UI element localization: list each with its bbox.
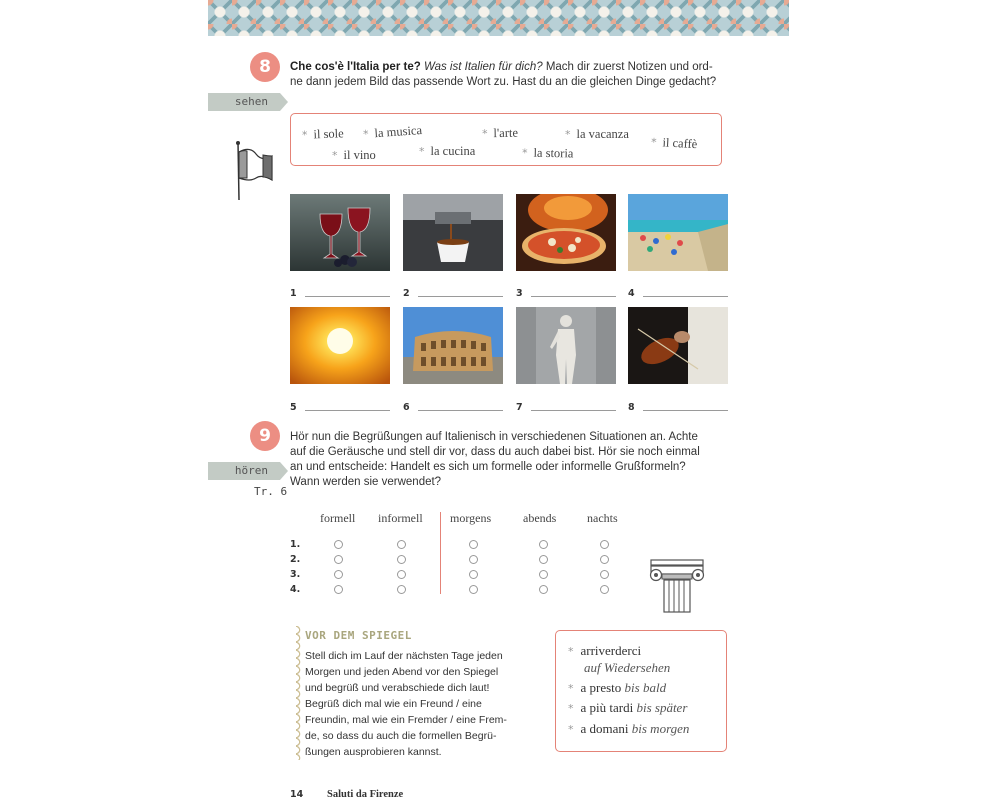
row-label: 4. bbox=[290, 584, 301, 595]
david-statue-photo bbox=[516, 307, 616, 384]
radio-morgens-row-3[interactable] bbox=[469, 570, 478, 579]
column-header-formell: formell bbox=[320, 511, 356, 525]
asterisk-icon: * bbox=[301, 128, 308, 142]
tag-hoeren: hören bbox=[208, 462, 280, 480]
asterisk-icon: * bbox=[650, 135, 657, 150]
word-item: * la storia bbox=[521, 145, 574, 161]
answer-number: 6 bbox=[403, 402, 410, 413]
answer-line[interactable] bbox=[305, 296, 390, 297]
row-label: 1. bbox=[290, 539, 301, 550]
radio-formell-row-4[interactable] bbox=[334, 585, 343, 594]
word-item: * il sole bbox=[301, 126, 344, 142]
chapter-title: Saluti da Firenze bbox=[327, 789, 404, 800]
violin-photo bbox=[628, 307, 728, 384]
column-header-informell: informell bbox=[378, 511, 423, 525]
italian-flag-icon bbox=[232, 140, 276, 202]
sun-photo bbox=[290, 307, 390, 384]
greeting-translation: auf Wiedersehen bbox=[584, 660, 671, 675]
radio-informell-row-2[interactable] bbox=[397, 555, 406, 564]
radio-nachts-row-2[interactable] bbox=[600, 555, 609, 564]
radio-abends-row-1[interactable] bbox=[539, 540, 548, 549]
exercise-9-number: 9 bbox=[250, 421, 280, 451]
exercise-9-instruction: Hör nun die Begrüßungen auf Italienisch in verschiedenen Situationen an. Achte auf die Geräusche und stell dir vor, dass du auch dabei bist. Hör sie noch einmal an und entscheide: Handelt es sich um formelle oder informelle Grußformeln? Wann werden sie verwendet? bbox=[290, 431, 700, 488]
radio-abends-row-3[interactable] bbox=[539, 570, 548, 579]
asterisk-icon: * bbox=[565, 128, 571, 141]
answer-number: 8 bbox=[628, 402, 635, 413]
greeting-item: * arriverderci bbox=[568, 643, 642, 658]
radio-morgens-row-2[interactable] bbox=[469, 555, 478, 564]
mirror-text: Stell dich im Lauf der nächsten Tage jeden Morgen und jeden Abend vor den Spiegel und begrüß und verabschiede dich laut! Begrüß dich mal wie ein Freund / eine Freundin, mal wie ein Fremder / eine Frem- de, so dass du auch die formellen Begrü- ßungen ausprobieren kannst. bbox=[305, 650, 507, 758]
asterisk-icon: * bbox=[362, 127, 370, 142]
radio-morgens-row-1[interactable] bbox=[469, 540, 478, 549]
answer-number: 5 bbox=[290, 402, 297, 413]
exercise-8-instruction: Che cos'è l'Italia per te? Was ist Italien für dich? Mach dir zuerst Notizen und ord- ne dann jedem Bild das passende Wort zu. Hast du an die gleichen Dinge gedacht? bbox=[290, 61, 717, 88]
radio-abends-row-4[interactable] bbox=[539, 585, 548, 594]
mirror-title: VOR DEM SPIEGEL bbox=[305, 629, 412, 642]
column-divider bbox=[440, 512, 441, 594]
wavy-divider bbox=[296, 626, 304, 760]
word-item: * la vacanza bbox=[565, 127, 629, 141]
page-number: 14 bbox=[290, 789, 304, 800]
answer-line[interactable] bbox=[418, 296, 503, 297]
word-item: * il vino bbox=[332, 148, 376, 162]
asterisk-icon: * bbox=[568, 723, 574, 736]
asterisk-icon: * bbox=[481, 127, 488, 141]
radio-formell-row-2[interactable] bbox=[334, 555, 343, 564]
espresso-photo bbox=[403, 194, 503, 271]
answer-line[interactable] bbox=[305, 410, 390, 411]
tag-sehen: sehen bbox=[208, 93, 280, 111]
pizza-photo bbox=[516, 194, 616, 271]
beach-photo bbox=[628, 194, 728, 271]
wine-glasses-photo bbox=[290, 194, 390, 271]
answer-number: 4 bbox=[628, 288, 635, 299]
answer-line[interactable] bbox=[643, 296, 728, 297]
track-label: Tr. 6 bbox=[254, 485, 288, 498]
answer-number: 7 bbox=[516, 402, 523, 413]
asterisk-icon: * bbox=[521, 146, 528, 160]
row-label: 3. bbox=[290, 569, 301, 580]
radio-informell-row-4[interactable] bbox=[397, 585, 406, 594]
radio-morgens-row-4[interactable] bbox=[469, 585, 478, 594]
radio-nachts-row-1[interactable] bbox=[600, 540, 609, 549]
word-item: * il caffè bbox=[650, 135, 698, 152]
answer-line[interactable] bbox=[531, 296, 616, 297]
radio-abends-row-2[interactable] bbox=[539, 555, 548, 564]
radio-informell-row-1[interactable] bbox=[397, 540, 406, 549]
radio-formell-row-1[interactable] bbox=[334, 540, 343, 549]
asterisk-icon: * bbox=[419, 145, 425, 158]
word-item: * la musica bbox=[362, 122, 423, 142]
asterisk-icon: * bbox=[568, 702, 574, 715]
answer-number: 1 bbox=[290, 288, 297, 299]
answer-line[interactable] bbox=[531, 410, 616, 411]
radio-formell-row-3[interactable] bbox=[334, 570, 343, 579]
word-item: * l'arte bbox=[481, 125, 519, 141]
answer-line[interactable] bbox=[418, 410, 503, 411]
answer-line[interactable] bbox=[643, 410, 728, 411]
decorative-tile-banner bbox=[208, 0, 789, 36]
answer-number: 3 bbox=[516, 288, 523, 299]
colosseum-photo bbox=[403, 307, 503, 384]
exercise-8-number: 8 bbox=[250, 52, 280, 82]
greeting-item: * a presto bis bald bbox=[568, 680, 667, 695]
column-header-morgens: morgens bbox=[450, 511, 492, 525]
row-label: 2. bbox=[290, 554, 301, 565]
asterisk-icon: * bbox=[568, 645, 574, 658]
radio-informell-row-3[interactable] bbox=[397, 570, 406, 579]
column-header-abends: abends bbox=[523, 511, 557, 525]
radio-nachts-row-4[interactable] bbox=[600, 585, 609, 594]
greeting-item: * a più tardi bis später bbox=[568, 700, 688, 715]
column-header-nachts: nachts bbox=[587, 511, 618, 525]
ionic-column-icon bbox=[648, 558, 706, 614]
answer-number: 2 bbox=[403, 288, 410, 299]
word-item: * la cucina bbox=[419, 144, 476, 158]
greeting-item: * a domani bis morgen bbox=[568, 721, 690, 736]
asterisk-icon: * bbox=[332, 149, 338, 162]
radio-nachts-row-3[interactable] bbox=[600, 570, 609, 579]
asterisk-icon: * bbox=[568, 682, 574, 695]
